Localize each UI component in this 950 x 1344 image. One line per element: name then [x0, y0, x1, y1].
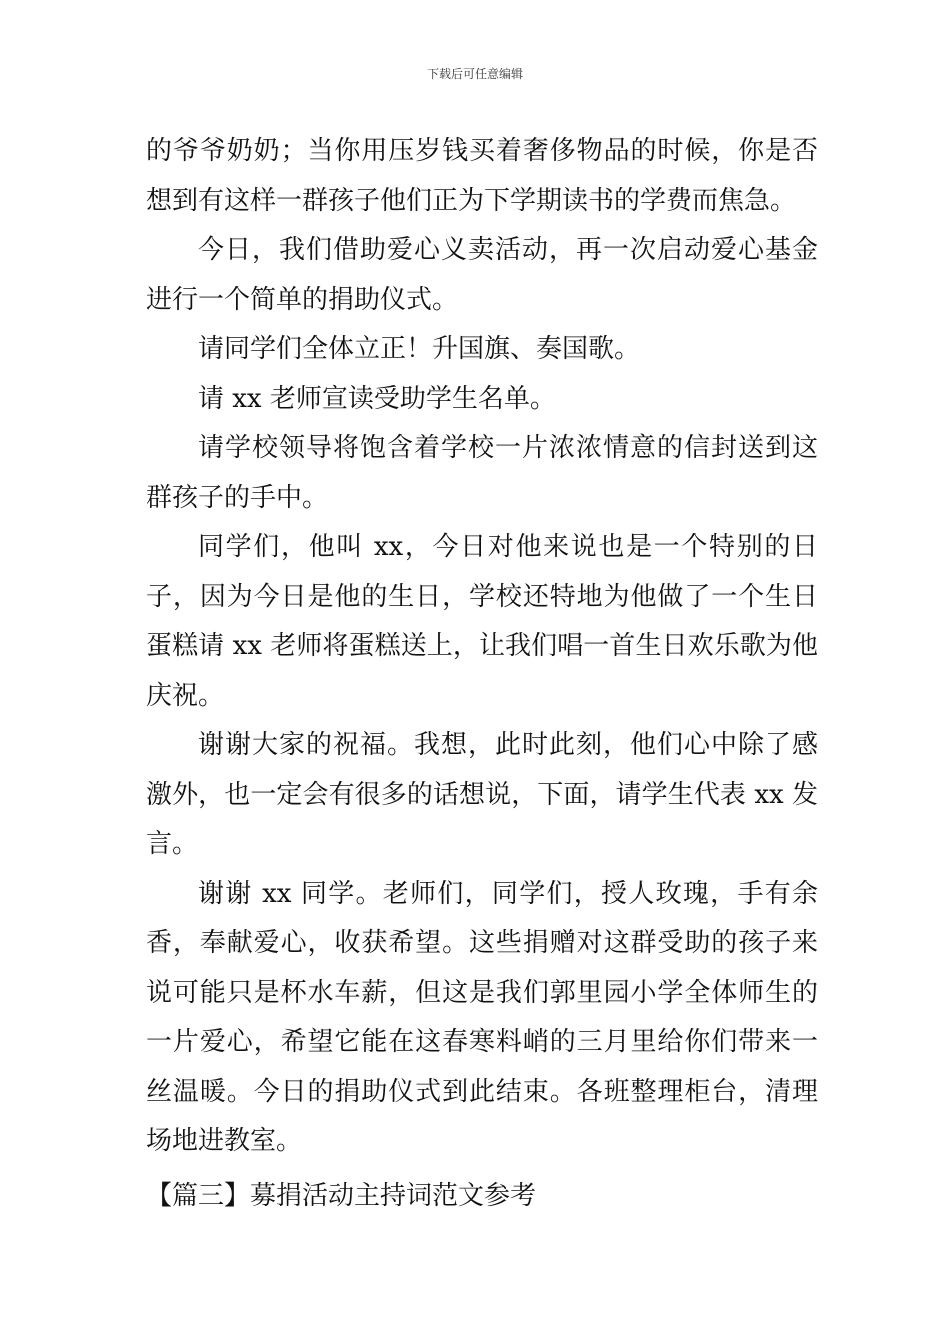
paragraph-7: 谢谢大家的祝福。我想，此时此刻，他们心中除了感激外，也一定会有很多的话想说，下面，请学生代表 xx 发言。 — [146, 730, 818, 859]
paragraph-1: 的爷爷奶奶；当你用压岁钱买着奢侈物品的时候，你是否想到有这样一群孩子他们正为下学期读书的学费而焦急。 — [146, 136, 818, 216]
paragraph-8: 谢谢 xx 同学。老师们，同学们，授人玫瑰，手有余香，奉献爱心，收获希望。这些捐赠对这群受助的孩子来说可能只是杯水车薪，但这是我们郭里园小学全体师生的一片爱心，希望它能在这春寒料峭的三月里给你们带来一丝温暖。今日的捐助仪式到此结束。各班整理柜台，清理场地进教室。 — [146, 878, 818, 1156]
paragraph-4: 请 xx 老师宣读受助学生名单。 — [198, 383, 556, 414]
document-body — [146, 127, 818, 1167]
paragraph-2: 今日，我们借助爱心义卖活动，再一次启动爱心基金进行一个简单的捐助仪式。 — [146, 235, 818, 315]
section-heading: 【篇三】募捐活动主持词范文参考 — [146, 1181, 537, 1211]
paragraph-6: 同学们，他叫 xx，今日对他来说也是一个特别的日子，因为今日是他的生日，学校还特地为他做了一个生日蛋糕请 xx 老师将蛋糕送上，让我们唱一首生日欢乐歌为他庆祝。 — [146, 532, 818, 711]
paragraph-5: 请学校领导将饱含着学校一片浓浓情意的信封送到这群孩子的手中。 — [146, 433, 818, 513]
page-header-note: 下载后可任意编辑 — [426, 67, 523, 81]
paragraph-3: 请同学们全体立正！升国旗、奏国歌。 — [198, 334, 641, 364]
